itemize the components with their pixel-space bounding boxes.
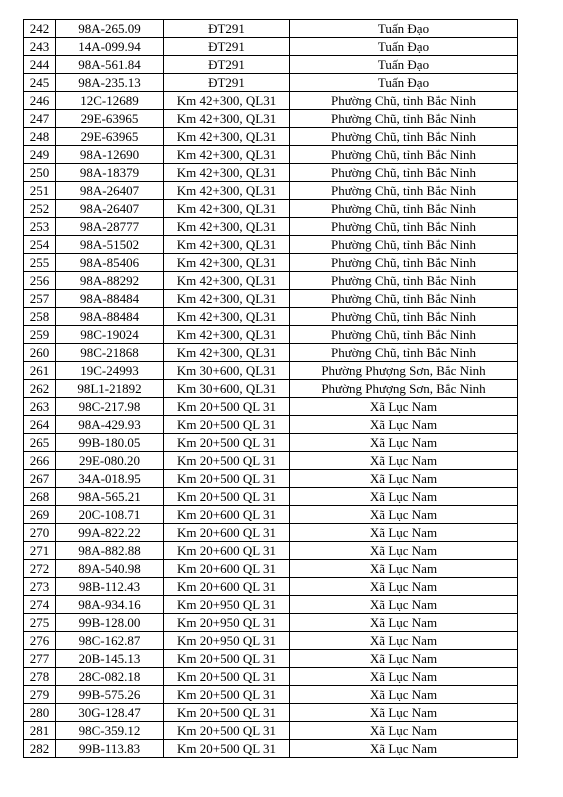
- table-row: [24, 128, 518, 146]
- unit-cell: Phường Chũ, tỉnh Bắc Ninh: [290, 218, 518, 236]
- unit-cell: Phường Chũ, tỉnh Bắc Ninh: [290, 326, 518, 344]
- plate-number-cell: 98A-88484: [56, 308, 164, 326]
- plate-number-cell: 98A-18379: [56, 164, 164, 182]
- plate-number-cell: 29E-63965: [56, 110, 164, 128]
- location-cell: Km 42+300, QL31: [164, 110, 290, 128]
- table-row: [24, 182, 518, 200]
- location-cell: Km 42+300, QL31: [164, 146, 290, 164]
- row-number-cell: 256: [24, 272, 56, 290]
- table-row: [24, 92, 518, 110]
- unit-cell: Phường Chũ, tỉnh Bắc Ninh: [290, 308, 518, 326]
- plate-number-cell: 99B-180.05: [56, 434, 164, 452]
- table-row: [24, 578, 518, 596]
- plate-number-cell: 98A-265.09: [56, 20, 164, 38]
- table-row: [24, 524, 518, 542]
- location-cell: Km 30+600, QL31: [164, 362, 290, 380]
- table-row: [24, 164, 518, 182]
- location-cell: Km 42+300, QL31: [164, 272, 290, 290]
- row-number-cell: 248: [24, 128, 56, 146]
- location-cell: Km 42+300, QL31: [164, 308, 290, 326]
- location-cell: Km 20+600 QL 31: [164, 506, 290, 524]
- plate-number-cell: 98A-88484: [56, 290, 164, 308]
- plate-number-cell: 98A-26407: [56, 200, 164, 218]
- table-row: [24, 452, 518, 470]
- row-number-cell: 266: [24, 452, 56, 470]
- row-number-cell: 249: [24, 146, 56, 164]
- unit-cell: Phường Chũ, tỉnh Bắc Ninh: [290, 254, 518, 272]
- row-number-cell: 281: [24, 722, 56, 740]
- unit-cell: Xã Lục Nam: [290, 434, 518, 452]
- location-cell: Km 42+300, QL31: [164, 128, 290, 146]
- plate-number-cell: 98A-28777: [56, 218, 164, 236]
- unit-cell: Xã Lục Nam: [290, 488, 518, 506]
- table-row: [24, 38, 518, 56]
- row-number-cell: 255: [24, 254, 56, 272]
- unit-cell: Xã Lục Nam: [290, 416, 518, 434]
- table-row: [24, 236, 518, 254]
- location-cell: Km 42+300, QL31: [164, 92, 290, 110]
- table-row: [24, 722, 518, 740]
- table-row: [24, 704, 518, 722]
- row-number-cell: 244: [24, 56, 56, 74]
- unit-cell: Xã Lục Nam: [290, 524, 518, 542]
- unit-cell: Xã Lục Nam: [290, 398, 518, 416]
- unit-cell: Xã Lục Nam: [290, 740, 518, 758]
- location-cell: Km 20+500 QL 31: [164, 470, 290, 488]
- plate-number-cell: 34A-018.95: [56, 470, 164, 488]
- plate-number-cell: 98C-19024: [56, 326, 164, 344]
- table-row: [24, 110, 518, 128]
- plate-number-cell: 98A-934.16: [56, 596, 164, 614]
- table-row: [24, 290, 518, 308]
- row-number-cell: 274: [24, 596, 56, 614]
- location-cell: Km 42+300, QL31: [164, 182, 290, 200]
- row-number-cell: 253: [24, 218, 56, 236]
- row-number-cell: 243: [24, 38, 56, 56]
- unit-cell: Phường Chũ, tỉnh Bắc Ninh: [290, 344, 518, 362]
- plate-number-cell: 14A-099.94: [56, 38, 164, 56]
- unit-cell: Tuấn Đạo: [290, 74, 518, 92]
- unit-cell: Xã Lục Nam: [290, 704, 518, 722]
- plate-number-cell: 19C-24993: [56, 362, 164, 380]
- table-row: [24, 596, 518, 614]
- location-cell: Km 20+500 QL 31: [164, 704, 290, 722]
- table-row: [24, 632, 518, 650]
- location-cell: Km 20+500 QL 31: [164, 488, 290, 506]
- unit-cell: Xã Lục Nam: [290, 542, 518, 560]
- plate-number-cell: 98A-235.13: [56, 74, 164, 92]
- table-row: [24, 488, 518, 506]
- table-row: [24, 380, 518, 398]
- row-number-cell: 264: [24, 416, 56, 434]
- row-number-cell: 261: [24, 362, 56, 380]
- row-number-cell: 279: [24, 686, 56, 704]
- row-number-cell: 263: [24, 398, 56, 416]
- unit-cell: Xã Lục Nam: [290, 722, 518, 740]
- plate-number-cell: 98C-217.98: [56, 398, 164, 416]
- row-number-cell: 257: [24, 290, 56, 308]
- location-cell: Km 42+300, QL31: [164, 236, 290, 254]
- table-row: [24, 326, 518, 344]
- row-number-cell: 260: [24, 344, 56, 362]
- location-cell: Km 20+600 QL 31: [164, 578, 290, 596]
- location-cell: Km 20+600 QL 31: [164, 560, 290, 578]
- table-row: [24, 308, 518, 326]
- row-number-cell: 250: [24, 164, 56, 182]
- unit-cell: Xã Lục Nam: [290, 506, 518, 524]
- location-cell: Km 20+950 QL 31: [164, 632, 290, 650]
- unit-cell: Tuấn Đạo: [290, 56, 518, 74]
- table-row: [24, 20, 518, 38]
- location-cell: ĐT291: [164, 56, 290, 74]
- location-cell: Km 20+500 QL 31: [164, 686, 290, 704]
- table-row: [24, 344, 518, 362]
- row-number-cell: 275: [24, 614, 56, 632]
- table-row: [24, 272, 518, 290]
- unit-cell: Phường Chũ, tỉnh Bắc Ninh: [290, 272, 518, 290]
- table-row: [24, 560, 518, 578]
- plate-number-cell: 28C-082.18: [56, 668, 164, 686]
- row-number-cell: 259: [24, 326, 56, 344]
- unit-cell: Xã Lục Nam: [290, 632, 518, 650]
- unit-cell: Phường Phượng Sơn, Bắc Ninh: [290, 380, 518, 398]
- unit-cell: Phường Phượng Sơn, Bắc Ninh: [290, 362, 518, 380]
- location-cell: Km 42+300, QL31: [164, 254, 290, 272]
- table-row: [24, 470, 518, 488]
- table-row: [24, 56, 518, 74]
- row-number-cell: 247: [24, 110, 56, 128]
- row-number-cell: 277: [24, 650, 56, 668]
- location-cell: ĐT291: [164, 38, 290, 56]
- table-row: [24, 668, 518, 686]
- table-row: [24, 218, 518, 236]
- table-row: [24, 362, 518, 380]
- table-row: [24, 254, 518, 272]
- plate-number-cell: 98A-85406: [56, 254, 164, 272]
- unit-cell: Xã Lục Nam: [290, 560, 518, 578]
- location-cell: Km 20+500 QL 31: [164, 398, 290, 416]
- row-number-cell: 280: [24, 704, 56, 722]
- location-cell: Km 20+950 QL 31: [164, 614, 290, 632]
- row-number-cell: 276: [24, 632, 56, 650]
- row-number-cell: 262: [24, 380, 56, 398]
- row-number-cell: 267: [24, 470, 56, 488]
- location-cell: Km 20+500 QL 31: [164, 452, 290, 470]
- plate-number-cell: 98A-561.84: [56, 56, 164, 74]
- location-cell: Km 42+300, QL31: [164, 290, 290, 308]
- unit-cell: Phường Chũ, tỉnh Bắc Ninh: [290, 182, 518, 200]
- table-row: [24, 434, 518, 452]
- unit-cell: Xã Lục Nam: [290, 470, 518, 488]
- unit-cell: Xã Lục Nam: [290, 452, 518, 470]
- plate-number-cell: 20C-108.71: [56, 506, 164, 524]
- plate-number-cell: 99B-113.83: [56, 740, 164, 758]
- row-number-cell: 254: [24, 236, 56, 254]
- plate-number-cell: 98A-51502: [56, 236, 164, 254]
- unit-cell: Xã Lục Nam: [290, 650, 518, 668]
- row-number-cell: 282: [24, 740, 56, 758]
- table-row: [24, 398, 518, 416]
- location-cell: Km 20+500 QL 31: [164, 650, 290, 668]
- location-cell: Km 42+300, QL31: [164, 200, 290, 218]
- plate-number-cell: 99A-822.22: [56, 524, 164, 542]
- plate-number-cell: 29E-63965: [56, 128, 164, 146]
- location-cell: Km 42+300, QL31: [164, 164, 290, 182]
- plate-number-cell: 98A-565.21: [56, 488, 164, 506]
- unit-cell: Xã Lục Nam: [290, 668, 518, 686]
- row-number-cell: 272: [24, 560, 56, 578]
- table-row: [24, 740, 518, 758]
- location-cell: Km 20+950 QL 31: [164, 596, 290, 614]
- row-number-cell: 273: [24, 578, 56, 596]
- unit-cell: Phường Chũ, tỉnh Bắc Ninh: [290, 92, 518, 110]
- table-row: [24, 200, 518, 218]
- unit-cell: Tuấn Đạo: [290, 20, 518, 38]
- plate-number-cell: 99B-128.00: [56, 614, 164, 632]
- row-number-cell: 242: [24, 20, 56, 38]
- plate-number-cell: 98A-88292: [56, 272, 164, 290]
- plate-number-cell: 98C-21868: [56, 344, 164, 362]
- location-cell: Km 20+500 QL 31: [164, 740, 290, 758]
- location-cell: ĐT291: [164, 20, 290, 38]
- plate-number-cell: 98A-12690: [56, 146, 164, 164]
- plate-number-cell: 12C-12689: [56, 92, 164, 110]
- table-row: [24, 686, 518, 704]
- row-number-cell: 270: [24, 524, 56, 542]
- location-cell: Km 42+300, QL31: [164, 218, 290, 236]
- unit-cell: Tuấn Đạo: [290, 38, 518, 56]
- table-row: [24, 506, 518, 524]
- unit-cell: Phường Chũ, tỉnh Bắc Ninh: [290, 236, 518, 254]
- row-number-cell: 278: [24, 668, 56, 686]
- unit-cell: Xã Lục Nam: [290, 686, 518, 704]
- plate-number-cell: 98C-162.87: [56, 632, 164, 650]
- row-number-cell: 246: [24, 92, 56, 110]
- records-table-body: [24, 20, 518, 758]
- row-number-cell: 245: [24, 74, 56, 92]
- row-number-cell: 271: [24, 542, 56, 560]
- unit-cell: Xã Lục Nam: [290, 596, 518, 614]
- location-cell: Km 20+500 QL 31: [164, 722, 290, 740]
- location-cell: ĐT291: [164, 74, 290, 92]
- unit-cell: Xã Lục Nam: [290, 614, 518, 632]
- table-row: [24, 74, 518, 92]
- unit-cell: Phường Chũ, tỉnh Bắc Ninh: [290, 146, 518, 164]
- location-cell: Km 42+300, QL31: [164, 344, 290, 362]
- plate-number-cell: 99B-575.26: [56, 686, 164, 704]
- location-cell: Km 20+500 QL 31: [164, 416, 290, 434]
- table-row: [24, 614, 518, 632]
- table-row: [24, 146, 518, 164]
- unit-cell: Phường Chũ, tỉnh Bắc Ninh: [290, 110, 518, 128]
- table-row: [24, 650, 518, 668]
- location-cell: Km 30+600, QL31: [164, 380, 290, 398]
- plate-number-cell: 98B-112.43: [56, 578, 164, 596]
- plate-number-cell: 20B-145.13: [56, 650, 164, 668]
- plate-number-cell: 89A-540.98: [56, 560, 164, 578]
- row-number-cell: 258: [24, 308, 56, 326]
- location-cell: Km 20+500 QL 31: [164, 434, 290, 452]
- table-row: [24, 542, 518, 560]
- table-row: [24, 416, 518, 434]
- unit-cell: Phường Chũ, tỉnh Bắc Ninh: [290, 128, 518, 146]
- location-cell: Km 20+600 QL 31: [164, 542, 290, 560]
- unit-cell: Phường Chũ, tỉnh Bắc Ninh: [290, 164, 518, 182]
- location-cell: Km 42+300, QL31: [164, 326, 290, 344]
- row-number-cell: 252: [24, 200, 56, 218]
- unit-cell: Phường Chũ, tỉnh Bắc Ninh: [290, 290, 518, 308]
- plate-number-cell: 98A-882.88: [56, 542, 164, 560]
- plate-number-cell: 98L1-21892: [56, 380, 164, 398]
- plate-number-cell: 30G-128.47: [56, 704, 164, 722]
- row-number-cell: 269: [24, 506, 56, 524]
- row-number-cell: 265: [24, 434, 56, 452]
- row-number-cell: 251: [24, 182, 56, 200]
- plate-number-cell: 29E-080.20: [56, 452, 164, 470]
- location-cell: Km 20+600 QL 31: [164, 524, 290, 542]
- plate-number-cell: 98C-359.12: [56, 722, 164, 740]
- plate-number-cell: 98A-26407: [56, 182, 164, 200]
- row-number-cell: 268: [24, 488, 56, 506]
- plate-number-cell: 98A-429.93: [56, 416, 164, 434]
- records-table: [23, 19, 518, 758]
- location-cell: Km 20+500 QL 31: [164, 668, 290, 686]
- unit-cell: Phường Chũ, tỉnh Bắc Ninh: [290, 200, 518, 218]
- unit-cell: Xã Lục Nam: [290, 578, 518, 596]
